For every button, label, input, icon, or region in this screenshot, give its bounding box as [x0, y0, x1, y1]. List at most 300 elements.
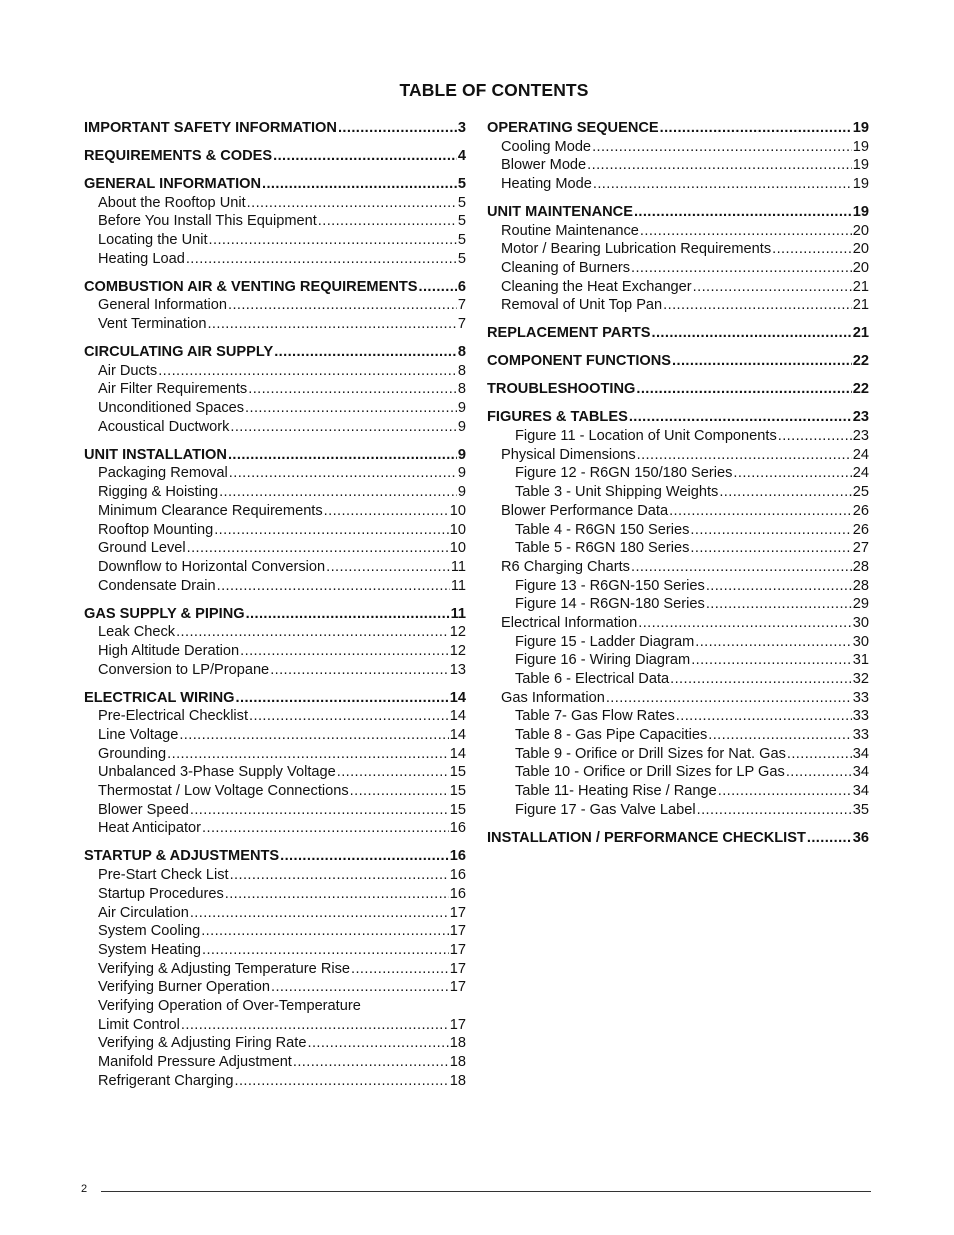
toc-entry-page: 11 — [450, 577, 466, 594]
toc-dot-leader — [187, 539, 449, 558]
toc-entry-page: 21 — [852, 278, 869, 295]
toc-entry-page: 20 — [852, 241, 869, 258]
toc-entry-title: Limit Control — [98, 1016, 180, 1033]
toc-entry-page: 5 — [457, 213, 466, 230]
toc-subentry[interactable] — [487, 763, 869, 782]
toc-subentry[interactable] — [487, 614, 869, 633]
toc-entry-page: 24 — [852, 446, 869, 463]
toc-dot-leader — [219, 483, 457, 502]
toc-subentry[interactable] — [84, 801, 466, 820]
toc-entry-title: Table 9 - Orifice or Drill Sizes for Nat. Gas — [515, 745, 786, 762]
toc-entry-title: CIRCULATING AIR SUPPLY — [84, 344, 274, 361]
toc-dot-leader — [225, 885, 449, 904]
toc-section-entry[interactable] — [84, 847, 466, 866]
toc-dot-leader — [719, 483, 851, 502]
toc-dot-leader — [167, 745, 449, 764]
toc-entry-title: Table 11- Heating Rise / Range — [515, 783, 717, 800]
toc-subentry[interactable] — [84, 904, 466, 923]
toc-entry-page: 26 — [852, 502, 869, 519]
toc-dot-leader — [248, 380, 457, 399]
toc-entry-page: 14 — [449, 708, 466, 725]
toc-subentry[interactable] — [487, 464, 869, 483]
toc-dot-leader — [693, 278, 852, 297]
toc-entry-page: 16 — [449, 867, 466, 884]
toc-entry-title: Verifying & Adjusting Temperature Rise — [98, 960, 351, 977]
toc-dot-leader — [307, 1034, 448, 1053]
toc-dot-leader — [230, 866, 449, 885]
toc-entry-title: Figure 11 - Location of Unit Components — [515, 428, 777, 445]
toc-subentry[interactable] — [487, 726, 869, 745]
toc-entry-page: 19 — [852, 157, 869, 174]
toc-section-entry[interactable] — [84, 147, 466, 166]
toc-subentry[interactable] — [487, 633, 869, 652]
toc-subentry[interactable] — [487, 745, 869, 764]
toc-subentry[interactable] — [84, 539, 466, 558]
toc-entry-title: UNIT MAINTENANCE — [487, 204, 633, 221]
toc-entry-title: Pre-Start Check List — [98, 867, 229, 884]
toc-section-entry[interactable] — [84, 446, 466, 465]
toc-entry-page: 17 — [449, 979, 466, 996]
toc-section-entry[interactable] — [84, 605, 466, 624]
toc-subentry[interactable] — [84, 726, 466, 745]
toc-entry-title: Packaging Removal — [98, 465, 228, 482]
toc-entry-title: Unconditioned Spaces — [98, 400, 245, 417]
toc-entry-page: 20 — [852, 260, 869, 277]
toc-dot-leader — [634, 203, 852, 222]
toc-dot-leader — [631, 558, 852, 577]
toc-subentry[interactable] — [84, 250, 466, 269]
page-title: TABLE OF CONTENTS — [399, 80, 589, 100]
toc-entry-title: Table 6 - Electrical Data — [515, 671, 670, 688]
toc-subentry[interactable] — [84, 212, 466, 231]
toc-subentry[interactable] — [487, 577, 869, 596]
toc-section-entry[interactable] — [487, 119, 869, 138]
toc-entry-title: Figure 14 - R6GN-180 Series — [515, 596, 705, 613]
toc-entry-title: Figure 12 - R6GN 150/180 Series — [515, 465, 733, 482]
toc-entry-page: 34 — [852, 745, 869, 762]
toc-dot-leader — [214, 521, 449, 540]
toc-entry-title: Blower Mode — [501, 157, 587, 174]
toc-dot-leader — [638, 614, 852, 633]
page-number: 2 — [81, 1183, 88, 1195]
toc-entry-page: 22 — [852, 353, 869, 370]
toc-entry-title: Startup Procedures — [98, 885, 224, 902]
toc-entry-page: 19 — [852, 120, 869, 136]
toc-entry-title: UNIT INSTALLATION — [84, 446, 227, 463]
toc-dot-leader — [706, 577, 852, 596]
toc-entry-title: Blower Speed — [98, 801, 189, 818]
toc-entry-title: Ground Level — [98, 540, 186, 557]
toc-dot-leader — [230, 418, 456, 437]
toc-dot-leader — [271, 978, 449, 997]
toc-section-entry[interactable] — [487, 408, 869, 427]
toc-entry-page: 19 — [852, 204, 869, 221]
toc-entry-title: Minimum Clearance Requirements — [98, 502, 323, 519]
toc-entry-title: Conversion to LP/Propane — [98, 661, 270, 678]
toc-subentry[interactable] — [487, 707, 869, 726]
toc-dot-leader — [190, 801, 449, 820]
toc-subentry[interactable] — [487, 259, 869, 278]
toc-entry-title: Table 3 - Unit Shipping Weights — [515, 484, 719, 501]
toc-entry-title: Heat Anticipator — [98, 820, 202, 837]
toc-dot-leader — [158, 362, 457, 381]
toc-entry-title: R6 Charging Charts — [501, 558, 630, 575]
toc-entry-page: 21 — [852, 297, 869, 314]
toc-entry-page: 11 — [450, 558, 466, 575]
toc-subentry[interactable] — [487, 521, 869, 540]
toc-entry-page: 35 — [852, 801, 869, 818]
toc-section-entry[interactable] — [487, 829, 869, 848]
toc-subentry[interactable] — [84, 577, 466, 596]
toc-dot-leader — [787, 745, 852, 764]
toc-entry-page: 17 — [449, 923, 466, 940]
toc-dot-leader — [807, 829, 852, 848]
toc-entry-page: 15 — [449, 801, 466, 818]
toc-entry-title: Table 4 - R6GN 150 Series — [515, 521, 690, 538]
toc-subentry[interactable] — [84, 745, 466, 764]
toc-subentry[interactable] — [84, 231, 466, 250]
toc-entry-title: STARTUP & ADJUSTMENTS — [84, 848, 280, 865]
toc-entry-title: Acoustical Ductwork — [98, 418, 230, 435]
toc-entry-title: Table 7- Gas Flow Rates — [515, 708, 675, 725]
toc-entry-page: 33 — [852, 708, 869, 725]
toc-subentry[interactable] — [487, 296, 869, 315]
toc-entry-page: 16 — [449, 820, 466, 837]
toc-entry-page: 17 — [449, 941, 466, 958]
toc-section-entry[interactable] — [487, 380, 869, 399]
toc-entry-title: Routine Maintenance — [501, 222, 639, 239]
toc-dot-leader — [631, 259, 852, 278]
toc-subentry[interactable] — [487, 222, 869, 241]
toc-dot-leader — [270, 661, 449, 680]
toc-subentry[interactable] — [487, 670, 869, 689]
toc-entry-title: Air Filter Requirements — [98, 381, 248, 398]
toc-dot-leader — [176, 623, 449, 642]
toc-entry-title: Rigging & Hoisting — [98, 484, 219, 501]
toc-entry-page: 13 — [449, 661, 466, 678]
toc-subentry[interactable] — [487, 175, 869, 194]
toc-dot-leader — [593, 175, 852, 194]
toc-subentry[interactable] — [84, 978, 466, 997]
toc-entry-title: OPERATING SEQUENCE — [487, 120, 659, 136]
toc-entry-title: REQUIREMENTS & CODES — [84, 147, 273, 164]
toc-entry-page: 18 — [449, 1072, 466, 1089]
toc-dot-leader — [337, 763, 449, 782]
toc-entry-page: 6 — [457, 278, 466, 295]
toc-entry-page: 9 — [457, 484, 466, 501]
toc-subentry[interactable] — [84, 502, 466, 521]
toc-dot-leader — [186, 250, 457, 269]
toc-entry-page: 23 — [852, 428, 869, 445]
toc-entry-title: Leak Check — [98, 624, 176, 641]
toc-entry-page: 9 — [457, 465, 466, 482]
toc-subentry[interactable] — [84, 819, 466, 838]
toc-dot-leader — [672, 352, 852, 371]
toc-subentry[interactable] — [487, 558, 869, 577]
toc-subentry[interactable] — [84, 483, 466, 502]
toc-dot-leader — [592, 138, 852, 157]
toc-dot-leader — [670, 670, 852, 689]
toc-entry-page: 12 — [449, 624, 466, 641]
toc-subentry[interactable] — [84, 1016, 466, 1035]
toc-subentry[interactable] — [84, 885, 466, 904]
toc-entry-title: High Altitude Deration — [98, 642, 240, 659]
toc-entry-page: 14 — [449, 689, 466, 706]
toc-dot-leader — [228, 446, 457, 465]
toc-dot-leader — [293, 1053, 449, 1072]
toc-subentry[interactable] — [487, 446, 869, 465]
toc-subentry[interactable] — [487, 689, 869, 708]
toc-subentry[interactable] — [84, 866, 466, 885]
toc-entry-page: 10 — [449, 521, 466, 538]
toc-subentry[interactable] — [84, 194, 466, 213]
toc-entry-title: Air Circulation — [98, 904, 189, 921]
toc-entry-title: Vent Termination — [98, 316, 207, 333]
toc-entry-page: 19 — [852, 138, 869, 155]
toc-dot-leader — [201, 922, 449, 941]
toc-entry-title: Cleaning of Burners — [501, 260, 630, 277]
toc-section-entry[interactable] — [84, 175, 466, 194]
toc-dot-leader — [202, 819, 449, 838]
toc-dot-leader — [690, 521, 851, 540]
toc-entry-page: 32 — [852, 671, 869, 688]
toc-dot-leader — [228, 296, 457, 315]
toc-dot-leader — [217, 577, 450, 596]
toc-entry-title: Line Voltage — [98, 727, 179, 744]
toc-entry-page: 5 — [457, 175, 466, 192]
toc-entry-page: 7 — [457, 316, 466, 333]
toc-dot-leader — [652, 324, 852, 343]
toc-dot-leader — [786, 763, 852, 782]
toc-section-entry[interactable] — [487, 352, 869, 371]
toc-section-entry[interactable] — [84, 278, 466, 297]
toc-subentry[interactable] — [487, 427, 869, 446]
toc-entry-page: 14 — [449, 745, 466, 762]
toc-subentry[interactable] — [487, 539, 869, 558]
toc-dot-leader — [697, 801, 852, 820]
toc-dot-leader — [772, 240, 852, 259]
toc-entry-page: 27 — [852, 540, 869, 557]
toc-dot-leader — [676, 707, 852, 726]
toc-entry-title: Pre-Electrical Checklist — [98, 708, 249, 725]
toc-entry-title: Verifying Burner Operation — [98, 979, 270, 996]
toc-entry-title: FIGURES & TABLES — [487, 409, 628, 426]
toc-entry-page: 16 — [449, 848, 466, 865]
toc-entry-page: 28 — [852, 558, 869, 575]
toc-entry-page: 5 — [457, 232, 466, 249]
toc-section-entry[interactable] — [84, 119, 466, 138]
toc-entry-title: REPLACEMENT PARTS — [487, 325, 651, 342]
toc-dot-leader — [262, 175, 457, 194]
toc-subentry[interactable] — [84, 763, 466, 782]
toc-dot-leader — [229, 464, 457, 483]
toc-entry-page: 17 — [449, 904, 466, 921]
toc-section-entry[interactable] — [84, 343, 466, 362]
toc-subentry[interactable] — [487, 156, 869, 175]
toc-entry-page: 9 — [457, 418, 466, 435]
toc-subentry[interactable] — [84, 642, 466, 661]
toc-dot-leader — [273, 147, 457, 166]
toc-entry-title: Verifying Operation of Over-Temperature — [98, 997, 361, 1014]
toc-entry-page: 24 — [852, 465, 869, 482]
toc-entry-page: 3 — [457, 120, 466, 136]
toc-subentry[interactable] — [84, 1072, 466, 1091]
toc-dot-leader — [240, 642, 449, 661]
toc-column-right — [487, 119, 869, 848]
toc-subentry[interactable] — [84, 296, 466, 315]
toc-subentry[interactable] — [84, 661, 466, 680]
toc-subentry[interactable] — [84, 362, 466, 381]
toc-subentry[interactable] — [84, 1034, 466, 1053]
toc-entry-title: System Cooling — [98, 923, 201, 940]
toc-dot-leader — [280, 847, 449, 866]
toc-entry-page: 34 — [852, 783, 869, 800]
toc-entry-page: 29 — [852, 596, 869, 613]
toc-subentry[interactable] — [487, 502, 869, 521]
toc-dot-leader — [247, 194, 457, 213]
toc-dot-leader — [190, 904, 449, 923]
toc-entry-page: 31 — [852, 652, 869, 669]
toc-dot-leader — [606, 689, 852, 708]
toc-subentry[interactable] — [84, 623, 466, 642]
toc-entry-title: Verifying & Adjusting Firing Rate — [98, 1035, 307, 1052]
toc-dot-leader — [236, 689, 449, 708]
toc-dot-leader — [691, 651, 852, 670]
toc-dot-leader — [690, 539, 851, 558]
toc-entry-title: Blower Performance Data — [501, 502, 669, 519]
toc-entry-title: Figure 15 - Ladder Diagram — [515, 633, 695, 650]
toc-subentry[interactable] — [84, 399, 466, 418]
toc-subentry[interactable] — [84, 1053, 466, 1072]
toc-entry-title: IMPORTANT SAFETY INFORMATION — [84, 120, 337, 136]
toc-entry-title: Condensate Drain — [98, 577, 216, 594]
toc-entry-page: 15 — [449, 764, 466, 781]
footer-rule — [101, 1191, 871, 1192]
toc-dot-leader — [326, 558, 450, 577]
toc-section-entry[interactable] — [84, 689, 466, 708]
toc-dot-leader — [338, 119, 457, 138]
toc-subentry[interactable] — [487, 483, 869, 502]
toc-entry-page: 14 — [449, 727, 466, 744]
toc-entry-title: Figure 16 - Wiring Diagram — [515, 652, 691, 669]
toc-entry-page: 7 — [457, 297, 466, 314]
toc-entry-page: 18 — [449, 1035, 466, 1052]
toc-entry-title: Locating the Unit — [98, 232, 208, 249]
toc-entry-page: 9 — [457, 400, 466, 417]
toc-dot-leader — [660, 119, 852, 138]
toc-entry-page: 21 — [852, 325, 869, 342]
toc-dot-leader — [179, 726, 448, 745]
toc-entry-page: 23 — [852, 409, 869, 426]
toc-entry-title: Grounding — [98, 745, 167, 762]
toc-entry-title: Cooling Mode — [501, 138, 592, 155]
toc-entry-title: Motor / Bearing Lubrication Requirements — [501, 241, 772, 258]
toc-subentry[interactable] — [84, 782, 466, 801]
toc-dot-leader — [350, 782, 449, 801]
toc-entry-page: 34 — [852, 764, 869, 781]
toc-dot-leader — [663, 296, 852, 315]
toc-subentry[interactable] — [487, 782, 869, 801]
toc-dot-leader — [733, 464, 851, 483]
toc-entry-title: Electrical Information — [501, 614, 638, 631]
toc-dot-leader — [274, 343, 457, 362]
toc-entry-title: Figure 13 - R6GN-150 Series — [515, 577, 705, 594]
toc-entry-page: 17 — [449, 960, 466, 977]
toc-entry-page: 25 — [852, 484, 869, 501]
toc-section-entry[interactable] — [487, 324, 869, 343]
toc-subentry[interactable] — [487, 651, 869, 670]
toc-dot-leader — [708, 726, 852, 745]
toc-subentry[interactable] — [84, 464, 466, 483]
toc-entry-page: 11 — [450, 605, 466, 622]
toc-dot-leader — [637, 446, 852, 465]
toc-dot-leader — [718, 782, 852, 801]
toc-entry-page: 8 — [457, 381, 466, 398]
toc-entry-page: 15 — [449, 783, 466, 800]
toc-entry-title: Air Ducts — [98, 362, 158, 379]
toc-entry-title: System Heating — [98, 941, 202, 958]
toc-subentry[interactable] — [84, 707, 466, 726]
toc-entry-page: 19 — [852, 176, 869, 193]
toc-section-entry[interactable] — [487, 203, 869, 222]
toc-dot-leader — [202, 941, 449, 960]
toc-entry-title: INSTALLATION / PERFORMANCE CHECKLIST — [487, 829, 806, 846]
toc-entry-title: Manifold Pressure Adjustment — [98, 1054, 292, 1070]
toc-subentry[interactable] — [84, 941, 466, 960]
toc-dot-leader — [587, 156, 852, 175]
toc-entry-title: COMBUSTION AIR & VENTING REQUIREMENTS — [84, 278, 418, 295]
toc-subentry[interactable] — [487, 138, 869, 157]
toc-entry-title: General Information — [98, 297, 227, 314]
toc-entry-page: 20 — [852, 222, 869, 239]
toc-entry-page: 5 — [457, 250, 466, 267]
toc-entry-title: Removal of Unit Top Pan — [501, 297, 663, 314]
toc-dot-leader — [181, 1016, 449, 1035]
toc-dot-leader — [669, 502, 852, 521]
toc-entry-page: 36 — [852, 829, 869, 846]
toc-dot-leader — [234, 1072, 448, 1091]
toc-column-left — [84, 119, 466, 1090]
toc-subentry[interactable] — [84, 418, 466, 437]
toc-entry-page: 30 — [852, 633, 869, 650]
toc-subentry[interactable] — [84, 558, 466, 577]
toc-subentry[interactable] — [84, 960, 466, 979]
toc-dot-leader — [207, 315, 456, 334]
toc-subentry[interactable] — [84, 521, 466, 540]
toc-entry-title: ELECTRICAL WIRING — [84, 689, 235, 706]
toc-entry-title: Table 5 - R6GN 180 Series — [515, 540, 690, 557]
toc-entry-page: 26 — [852, 521, 869, 538]
toc-dot-leader — [324, 502, 449, 521]
toc-entry-title: GAS SUPPLY & PIPING — [84, 605, 245, 622]
toc-subentry[interactable] — [487, 595, 869, 614]
toc-subentry[interactable] — [487, 240, 869, 259]
toc-entry-page: 5 — [457, 194, 466, 211]
toc-subentry[interactable] — [487, 801, 869, 820]
toc-subentry[interactable] — [84, 922, 466, 941]
toc-dot-leader — [706, 595, 852, 614]
toc-subentry[interactable] — [84, 315, 466, 334]
toc-dot-leader — [209, 231, 457, 250]
toc-subentry[interactable] — [84, 380, 466, 399]
toc-entry-page: 9 — [457, 446, 466, 463]
toc-entry-title: Figure 17 - Gas Valve Label — [515, 801, 696, 818]
toc-dot-leader — [695, 633, 852, 652]
toc-entry-title: TROUBLESHOOTING — [487, 381, 636, 398]
toc-subentry[interactable] — [84, 997, 466, 1016]
toc-entry-page: 10 — [449, 502, 466, 519]
toc-subentry[interactable] — [487, 278, 869, 297]
